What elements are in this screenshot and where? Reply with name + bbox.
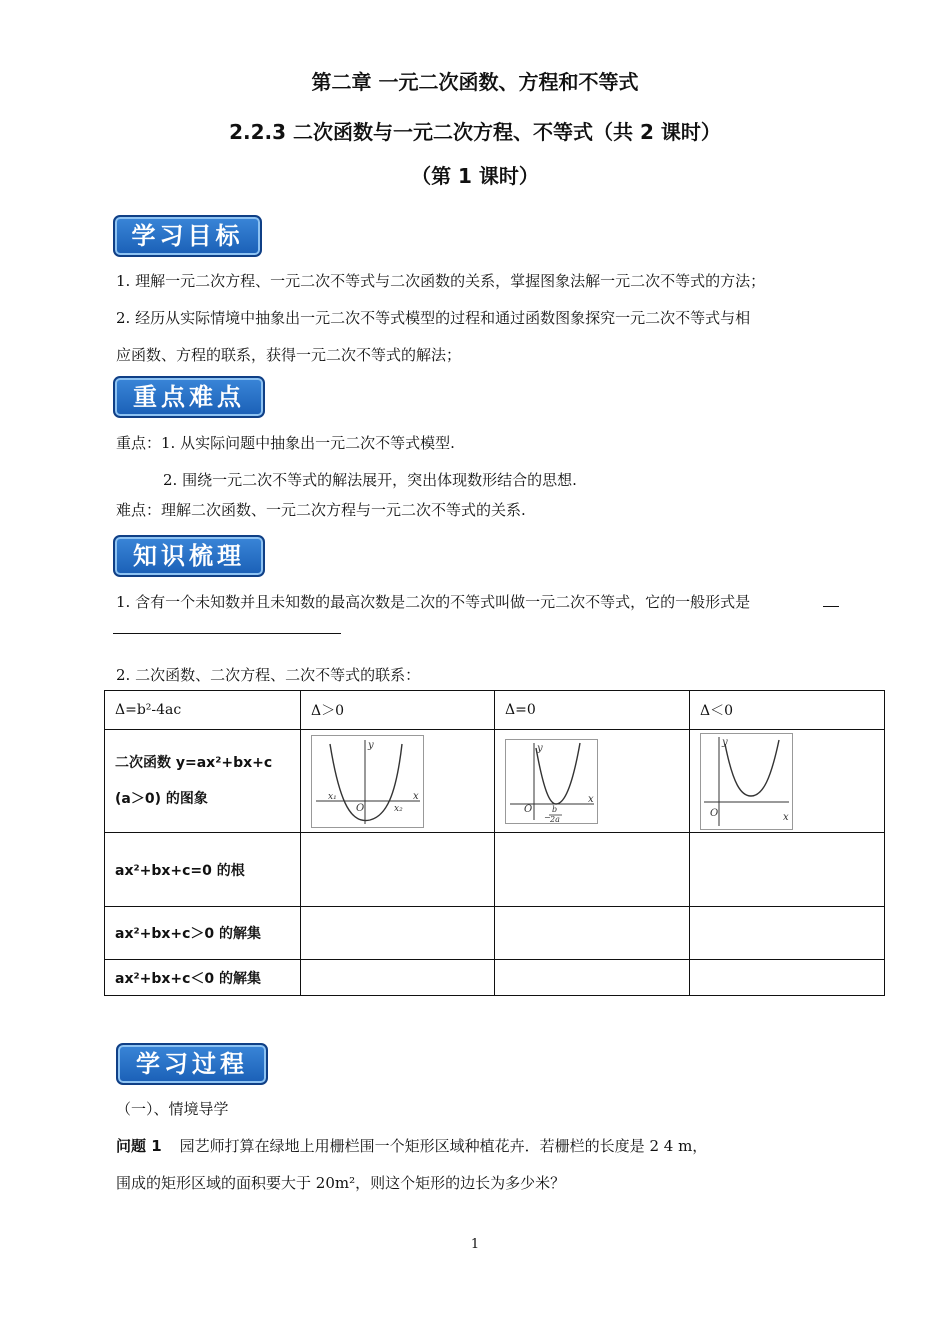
root-x1-label: x₁	[328, 791, 337, 802]
knowledge-item-1: 1. 含有一个未知数并且未知数的最高次数是二次的不等式叫做一元二次不等式，它的一般形式是	[116, 593, 751, 611]
parabola-curve	[725, 740, 779, 796]
origin-label: O	[524, 803, 533, 815]
vertex-numerator: b	[552, 804, 558, 814]
focus-item-2: 2. 围绕一元二次不等式的解法展开，突出体现数形结合的思想.	[163, 471, 577, 489]
parabola-no-root-graph	[700, 733, 793, 830]
header-delta-positive: Δ＞0	[301, 691, 495, 730]
blank-line	[113, 633, 341, 634]
blank-line-end	[823, 606, 839, 607]
graph-row-label	[105, 730, 301, 833]
key-points-badge: 重点难点	[113, 376, 265, 418]
less-cell-positive	[301, 960, 495, 996]
roots-cell-zero	[495, 833, 690, 907]
roots-cell-negative	[690, 833, 885, 907]
header-delta-zero: Δ=0	[495, 691, 690, 730]
y-label: y	[722, 736, 728, 748]
chapter-title: 第二章 一元二次函数、方程和不等式	[311, 70, 639, 94]
less-cell-zero	[495, 960, 690, 996]
table-row-greater	[105, 907, 885, 960]
problem-1-line1	[116, 1135, 707, 1156]
graph-row-label-line1: 二次函数 y=ax²+bx+c	[115, 755, 273, 771]
less-cell-negative	[690, 960, 885, 996]
table-row-less	[105, 960, 885, 996]
parabola-one-root-graph	[505, 739, 598, 824]
y-label: y	[368, 739, 374, 751]
lesson-title: （第 1 课时）	[411, 164, 539, 188]
objective-item-1: 1. 理解一元二次方程、一元二次不等式与二次函数的关系，掌握图象法解一元二次不等式的方法；	[116, 272, 766, 290]
header-delta-negative: Δ＜0	[690, 691, 885, 730]
roots-cell-positive	[301, 833, 495, 907]
difficulty-item: 难点：理解二次函数、一元二次方程与一元二次不等式的关系.	[116, 501, 526, 519]
less-row-label: ax²+bx+c＜0 的解集	[105, 960, 301, 996]
objectives-badge: 学习目标	[113, 215, 262, 257]
page-number: 1	[470, 1237, 480, 1252]
objective-item-2-line2: 应函数、方程的联系，获得一元二次不等式的解法；	[116, 346, 462, 364]
relation-table	[104, 690, 885, 996]
graph-cell-negative	[690, 730, 885, 833]
vertex-sign: −	[544, 812, 551, 822]
process-badge: 学习过程	[116, 1043, 268, 1085]
roots-row-label: ax²+bx+c=0 的根	[105, 833, 301, 907]
problem-label: 问题 1	[116, 1137, 162, 1155]
table-row-graph	[105, 730, 885, 833]
origin-label: O	[710, 807, 719, 819]
greater-cell-negative	[690, 907, 885, 960]
x-label: x	[588, 793, 594, 805]
x-label: x	[783, 811, 789, 823]
table-row-roots	[105, 833, 885, 907]
graph-cell-zero	[495, 730, 690, 833]
parabola-two-roots-graph	[311, 735, 424, 828]
process-section-title: （一）、情境导学	[116, 1100, 229, 1118]
x-label: x	[413, 790, 419, 802]
problem-text-line1: 园艺师打算在绿地上用栅栏围一个矩形区域种植花卉．若栅栏的长度是 2 4 m，	[179, 1137, 708, 1155]
section-title: 2.2.3 二次函数与一元二次方程、不等式（共 2 课时）	[229, 120, 721, 144]
greater-row-label: ax²+bx+c＞0 的解集	[105, 907, 301, 960]
origin-label: O	[356, 802, 365, 814]
root-x2-label: x₂	[394, 803, 403, 814]
greater-cell-positive	[301, 907, 495, 960]
greater-cell-zero	[495, 907, 690, 960]
parabola-curve	[330, 744, 402, 821]
table-header-row	[105, 691, 885, 730]
header-discriminant: Δ=b²-4ac	[105, 691, 301, 730]
knowledge-item-2: 2. 二次函数、二次方程、二次不等式的联系：	[116, 666, 421, 684]
y-label: y	[537, 742, 543, 754]
vertex-denominator: 2a	[550, 814, 560, 824]
knowledge-badge: 知识梳理	[113, 535, 265, 577]
graph-cell-positive	[301, 730, 495, 833]
focus-item-1: 重点：1. 从实际问题中抽象出一元二次不等式模型.	[116, 434, 455, 452]
objective-item-2-line1: 2. 经历从实际情境中抽象出一元二次不等式模型的过程和通过函数图象探究一元二次不等式与相	[116, 309, 751, 327]
graph-row-label-line2: (a＞0) 的图象	[115, 791, 208, 807]
problem-1-line2: 围成的矩形区域的面积要大于 20m²，则这个矩形的边长为多少米？	[116, 1174, 566, 1192]
